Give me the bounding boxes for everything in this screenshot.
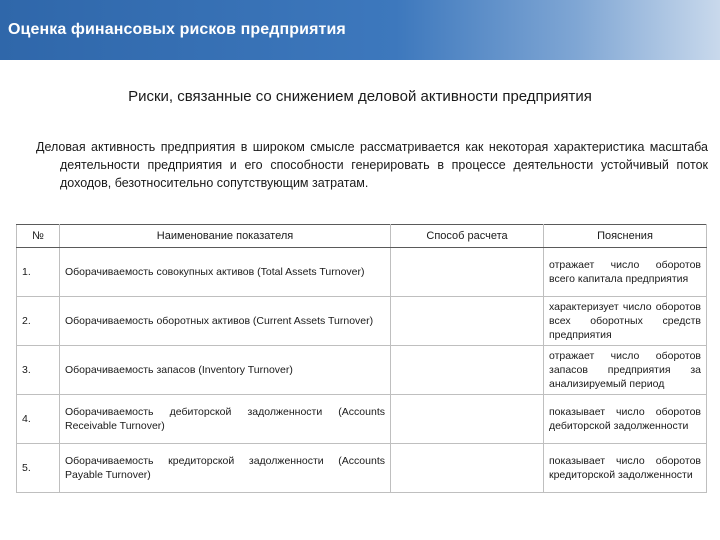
table-header-row: [17, 225, 707, 248]
title-bar: [0, 0, 720, 60]
row-number: 3.: [17, 346, 60, 395]
row-number: 1.: [17, 248, 60, 297]
page-title: Оценка финансовых рисков предприятия: [8, 21, 346, 38]
indicator-note: показывает число оборотов дебиторской задолженности: [544, 395, 707, 444]
column-header-name: Наименование показателя: [60, 225, 391, 248]
table-row: [17, 395, 707, 444]
calculation-method: [391, 346, 544, 395]
indicator-note: показывает число оборотов кредиторской задолженности: [544, 444, 707, 493]
intro-paragraph: Деловая активность предприятия в широком смысле рассматривается как некоторая характеристика масштаба деятельности предприятия и его способности генерировать в процессе деятельности устойчивый поток доходов, безотносительно сопутствующим затратам.: [36, 140, 708, 190]
calculation-method: [391, 297, 544, 346]
section-subtitle: Риски, связанные со снижением деловой активности предприятия: [128, 88, 592, 105]
column-header-method: Способ расчета: [391, 225, 544, 248]
calculation-method: [391, 248, 544, 297]
indicators-table: [16, 224, 707, 493]
indicator-name: Оборачиваемость дебиторской задолженности (Accounts Receivable Turnover): [60, 395, 391, 444]
row-number: 2.: [17, 297, 60, 346]
column-header-note: Пояснения: [544, 225, 707, 248]
row-number: 4.: [17, 395, 60, 444]
calculation-method: [391, 444, 544, 493]
indicator-note: характеризует число оборотов всех оборотных средств предприятия: [544, 297, 707, 346]
indicator-name: Оборачиваемость кредиторской задолженности (Accounts Payable Turnover): [60, 444, 391, 493]
table-row: [17, 297, 707, 346]
row-number: 5.: [17, 444, 60, 493]
column-header-number: №: [17, 225, 60, 248]
table-row: [17, 346, 707, 395]
indicator-note: отражает число оборотов всего капитала предприятия: [544, 248, 707, 297]
table-row: [17, 248, 707, 297]
calculation-method: [391, 395, 544, 444]
table-row: [17, 444, 707, 493]
indicator-name: Оборачиваемость запасов (Inventory Turnover): [60, 346, 391, 395]
indicator-name: Оборачиваемость оборотных активов (Current Assets Turnover): [60, 297, 391, 346]
indicator-name: Оборачиваемость совокупных активов (Total Assets Turnover): [60, 248, 391, 297]
indicator-note: отражает число оборотов запасов предприятия за анализируемый период: [544, 346, 707, 395]
